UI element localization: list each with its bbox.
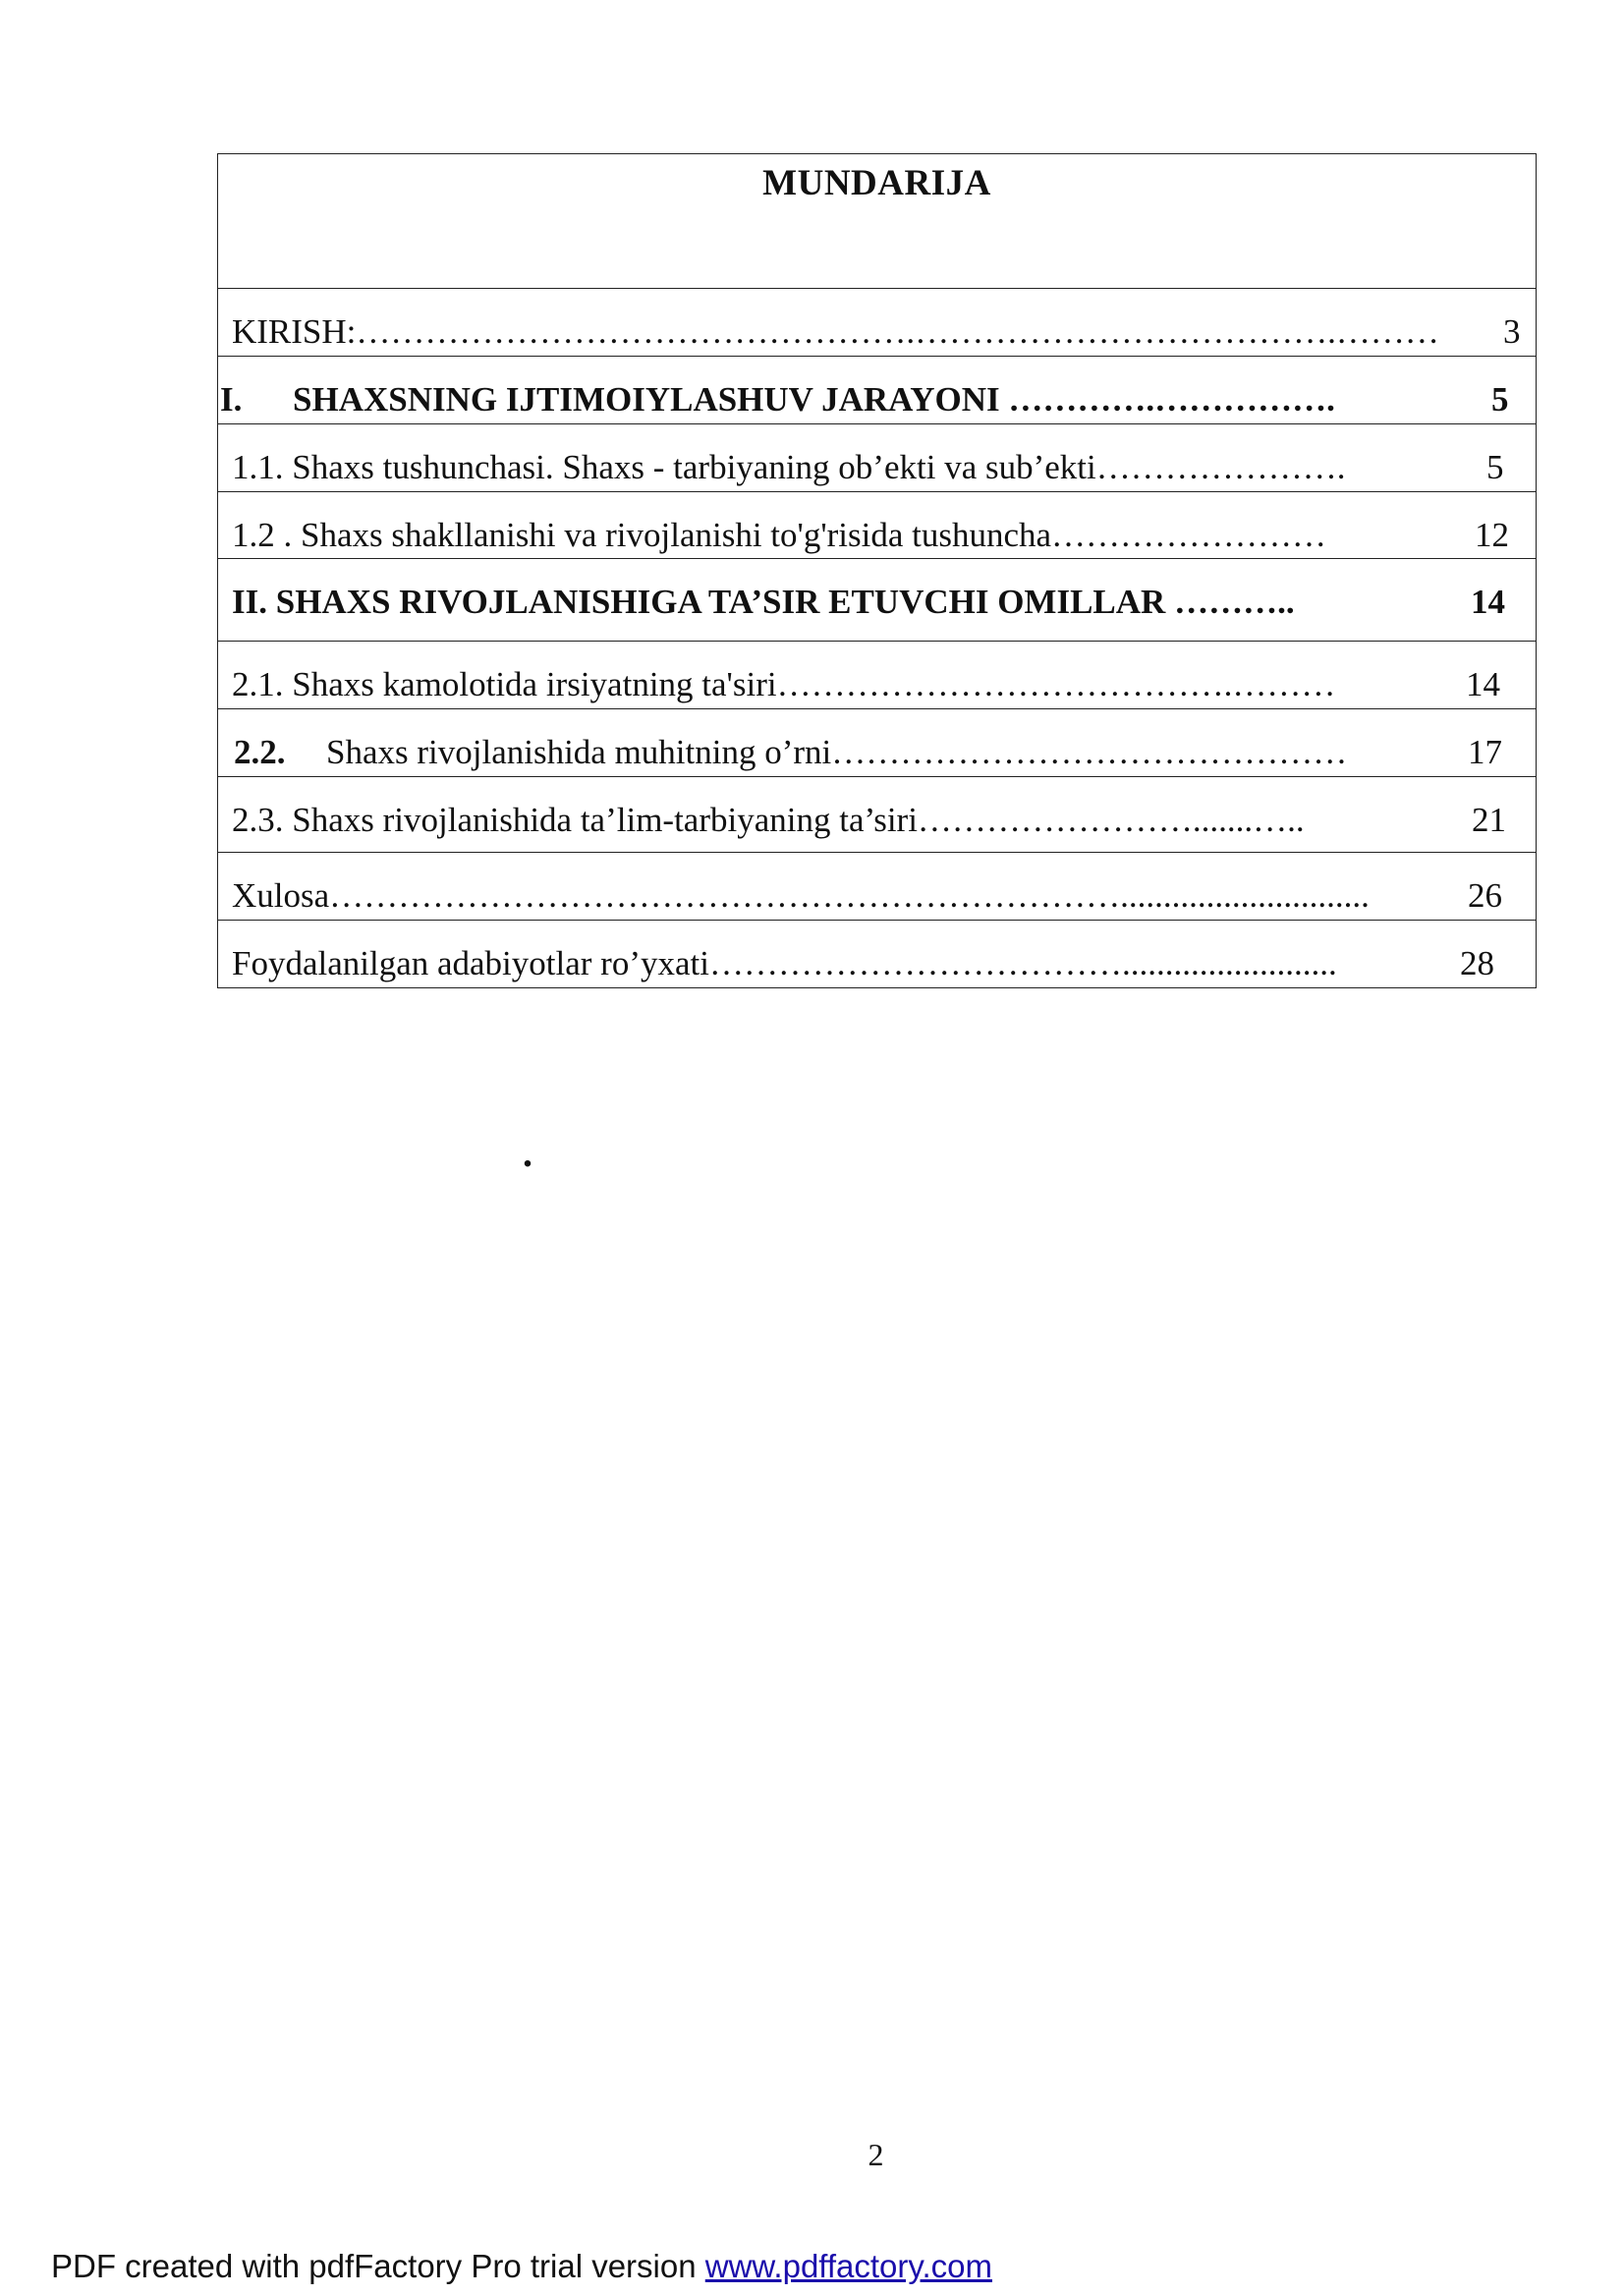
toc-entry-num: I. <box>220 380 243 419</box>
toc-entry-chapter-1 <box>218 357 1536 424</box>
toc-entry-page: 3 <box>1503 312 1521 351</box>
toc-entry-kirish <box>218 289 1536 357</box>
toc-entry-text: 1.1. Shaxs tushunchasi. Shaxs - tarbiyaning ob’ekti va sub’ekti…………………. <box>232 448 1346 486</box>
toc-entry-xulosa <box>218 853 1536 921</box>
toc-entry-num: 2.2. <box>234 733 286 771</box>
toc-entry-1-2 <box>218 492 1536 559</box>
toc-entry-text: II. SHAXS RIVOJLANISHIGA TA’SIR ETUVCHI OMILLAR ……….. <box>232 583 1295 621</box>
toc-entry-text: Xulosa……………………………………………………………............................. <box>232 876 1370 915</box>
toc-entry-page: 14 <box>1466 665 1500 703</box>
toc-entry-text: KIRISH:………………………………………….……………………………….……… <box>232 312 1439 351</box>
toc-entry-2-2 <box>218 709 1536 777</box>
toc-entry-page: 5 <box>1486 448 1504 486</box>
toc-entry-text: Shaxs rivojlanishida muhitning o’rni……………………………………… <box>326 733 1348 771</box>
toc-entry-adabiyotlar <box>218 921 1536 987</box>
toc-entry-page: 17 <box>1468 733 1502 771</box>
toc-entry-text: 2.3. Shaxs rivojlanishida ta’lim-tarbiyaning ta’siri…………………….......….. <box>232 801 1305 839</box>
toc-entry-2-3 <box>218 777 1536 853</box>
footer-link[interactable]: www.pdffactory.com <box>704 2248 992 2284</box>
toc-entry-page: 14 <box>1471 583 1505 621</box>
footer-text: PDF created with pdfFactory Pro trial version <box>51 2248 705 2284</box>
toc-entry-text: 2.1. Shaxs kamolotida irsiyatning ta'siri………………………………….……… <box>232 665 1336 703</box>
stray-mark: . <box>523 1131 532 1175</box>
table-of-contents <box>217 153 1537 988</box>
toc-entry-page: 28 <box>1460 944 1494 982</box>
toc-entry-2-1 <box>218 642 1536 709</box>
toc-entry-text: SHAXSNING IJTIMOIYLASHUV JARAYONI ………….……………. <box>293 380 1335 419</box>
toc-title-row <box>218 154 1536 289</box>
pdf-footer <box>51 2248 992 2285</box>
toc-entry-page: 5 <box>1491 380 1509 419</box>
toc-entry-page: 26 <box>1468 876 1502 915</box>
toc-entry-text: Foydalanilgan adabiyotlar ro’yxati………………………………......................... <box>232 944 1337 982</box>
page-number: 2 <box>868 2137 884 2172</box>
toc-entry-1-1 <box>218 424 1536 492</box>
toc-entry-chapter-2 <box>218 559 1536 642</box>
toc-entry-page: 21 <box>1472 801 1506 839</box>
toc-title: MUNDARIJA <box>762 163 991 203</box>
toc-entry-text: 1.2 . Shaxs shakllanishi va rivojlanishi to'g'risida tushuncha…………………… <box>232 516 1327 554</box>
toc-entry-page: 12 <box>1475 516 1509 554</box>
